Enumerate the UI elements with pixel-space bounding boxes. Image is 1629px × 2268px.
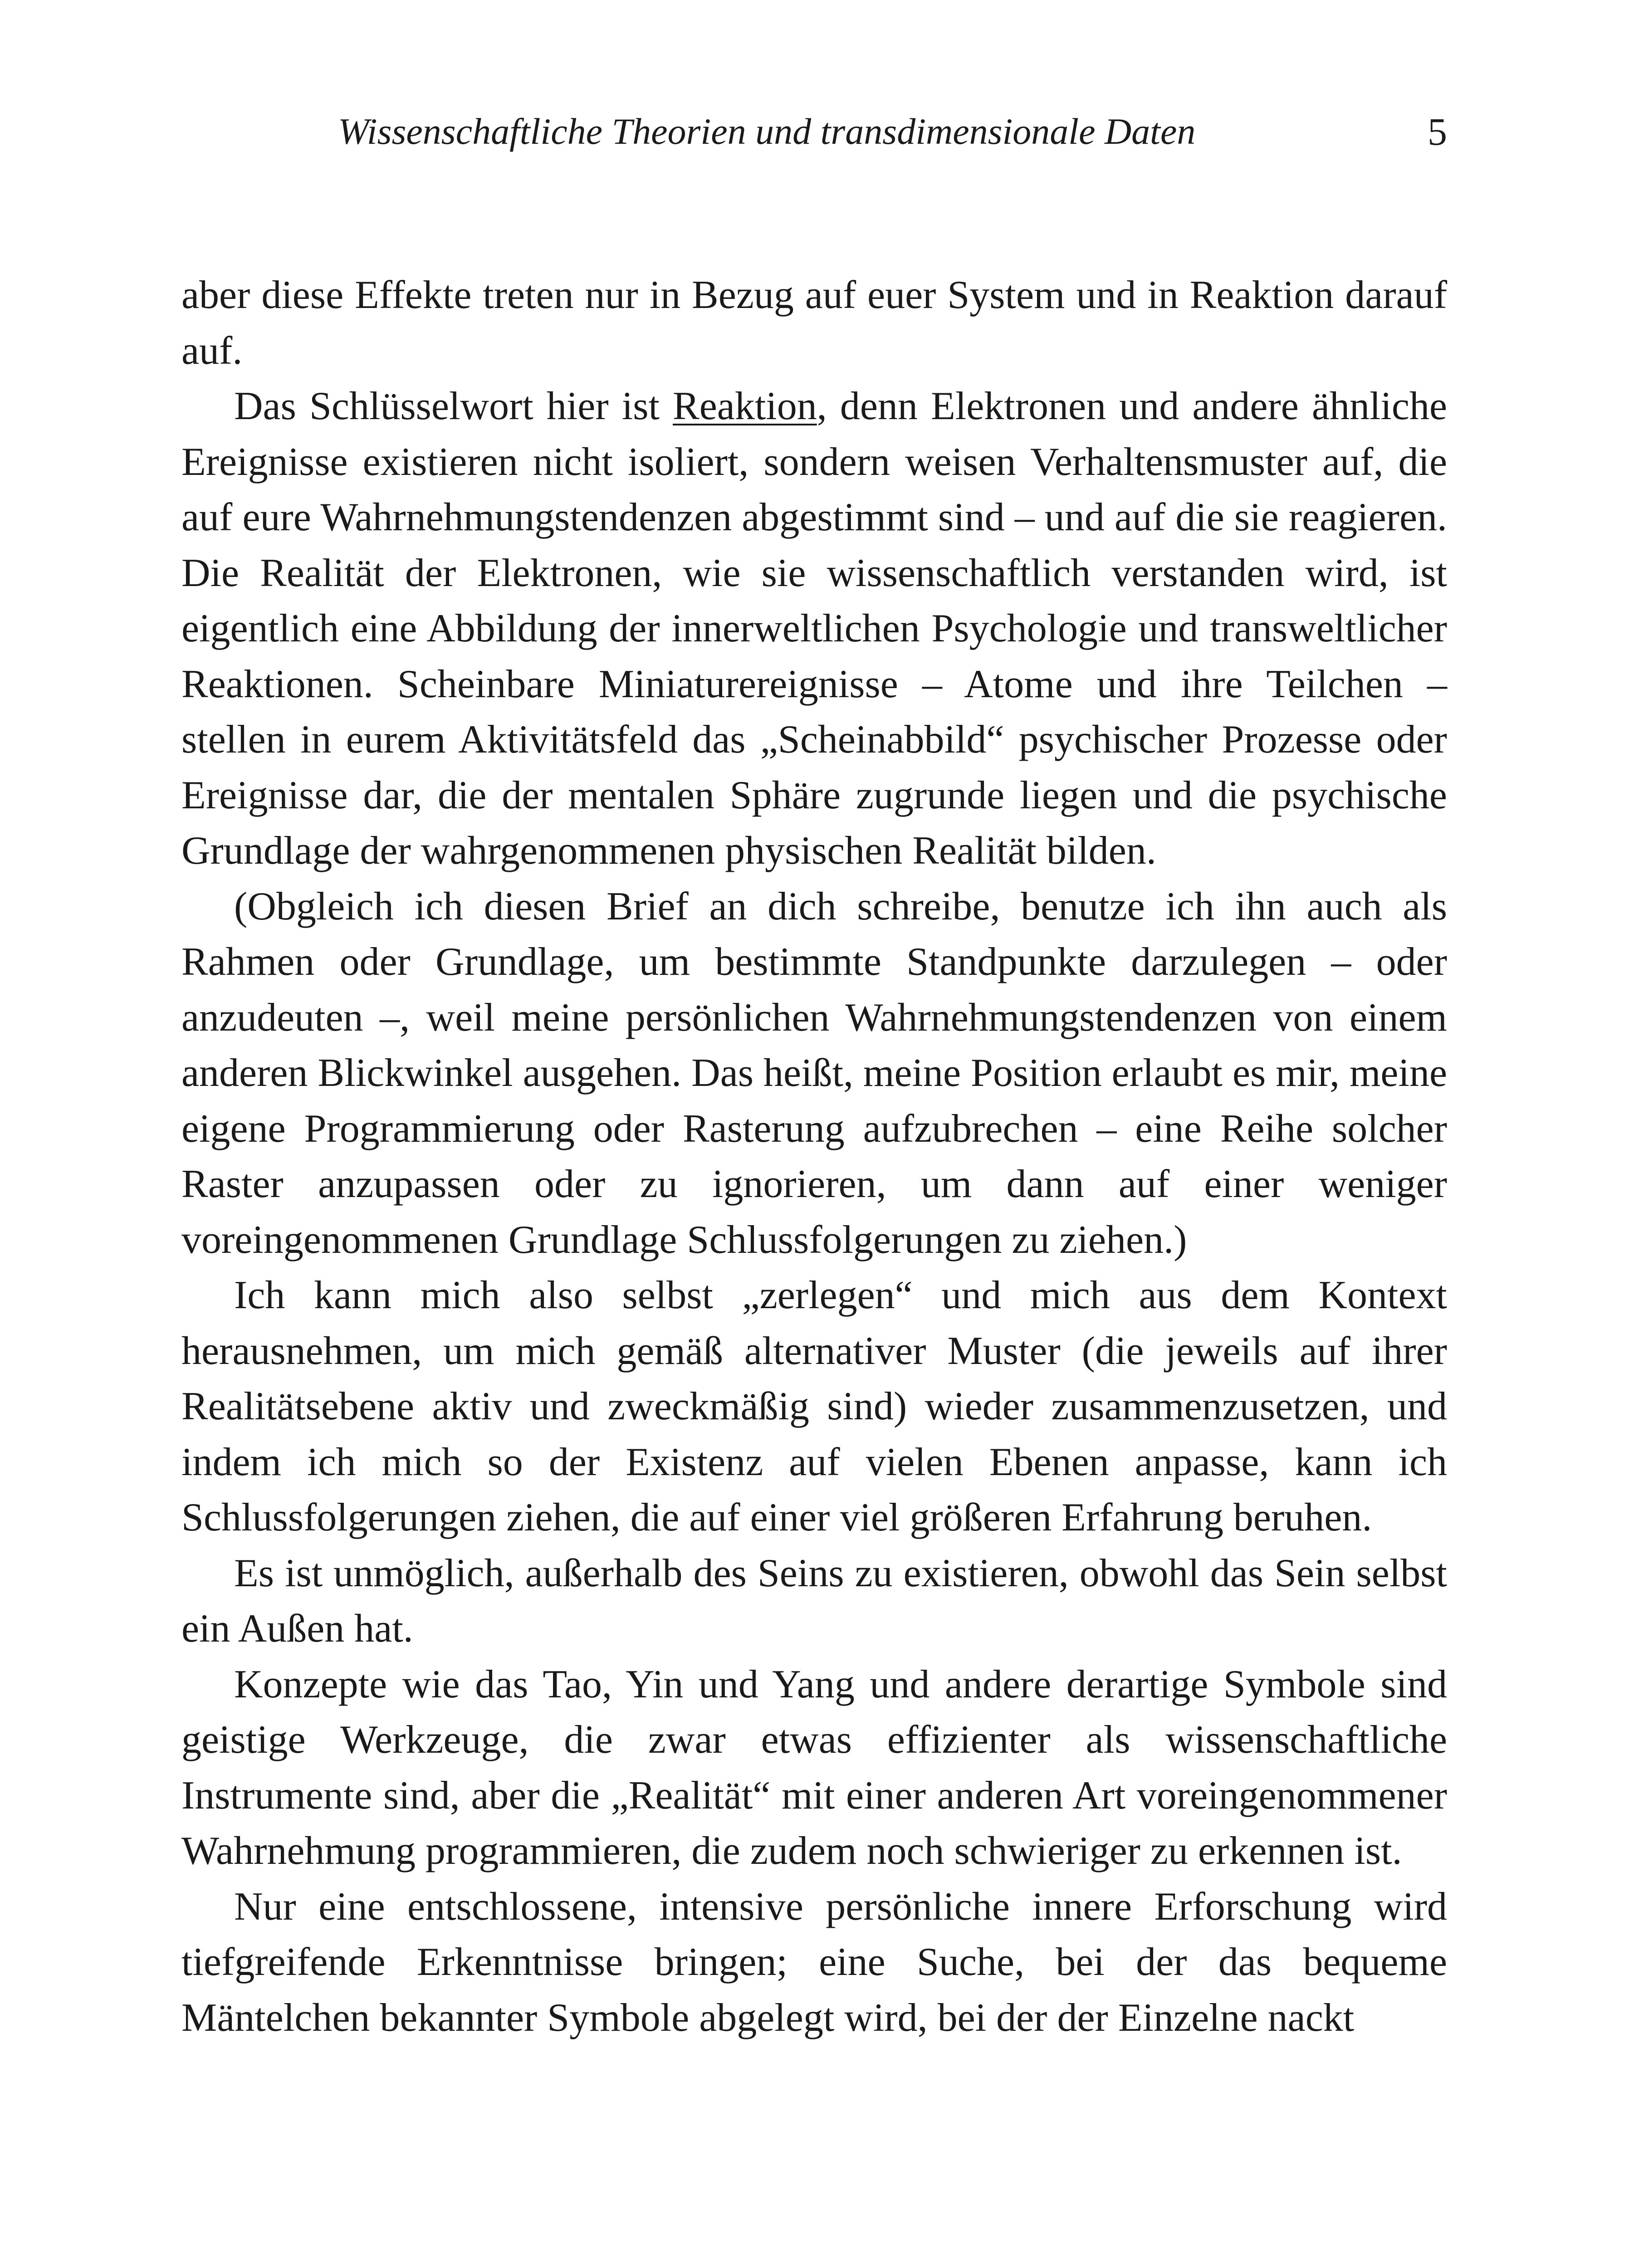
running-header <box>181 102 1447 161</box>
paragraph-7: Nur eine entschlossene, intensive persönliche innere Erforschung wird tiefgreifende Erkenntnisse bringen; eine Suche, bei der das bequeme Mäntelchen bekannter Symbole abgelegt wird, bei der der Einzelne nackt <box>181 1884 1447 2040</box>
emphasized-word: Reaktion <box>673 384 817 428</box>
paragraph-2-lead: Das Schlüsselwort hier ist <box>234 384 673 428</box>
paragraph-4: Ich kann mich also selbst „zerlegen“ und mich aus dem Kontext herausnehmen, um mich gemäß alternativer Muster (die jeweils auf ihrer Realitätsebene aktiv und zweckmäßig sind) wieder zusammenzusetzen, und indem ich mich so der Existenz auf vielen Ebenen anpasse, kann ich Schlussfolgerungen ziehen, die auf einer viel größeren Erfahrung beruhen. <box>181 1273 1447 1540</box>
running-header-title: Wissenschaftliche Theorien und transdimensionale Daten <box>338 111 1196 152</box>
page-number: 5 <box>1428 110 1447 153</box>
paragraph-5: Es ist unmöglich, außerhalb des Seins zu existieren, obwohl das Sein selbst ein Außen hat. <box>181 1551 1447 1651</box>
paragraph-6: Konzepte wie das Tao, Yin und Yang und andere derartige Symbole sind geistige Werkzeuge, die zwar etwas effizienter als wissenschaftliche Instrumente sind, aber die „Realität“ mit einer anderen Art voreingenommener Wahrnehmung programmieren, die zudem noch schwieriger zu erkennen ist. <box>181 1662 1447 1873</box>
body-text <box>181 268 1447 2046</box>
paragraph-1: aber diese Effekte treten nur in Bezug auf euer System und in Reaktion darauf auf. <box>181 273 1447 373</box>
paragraph-2 <box>181 379 1447 879</box>
paragraph-2-rest: , denn Elektronen und andere ähnliche Ereignisse existieren nicht isoliert, sondern weisen Verhaltensmuster auf, die auf eure Wahrnehmungstendenzen abgestimmt sind – und auf die sie reagieren. Die Realität der Elektronen, wie sie wissenschaftlich verstanden wird, ist eigentlich eine Abbildung der innerweltlichen Psychologie und transweltlicher Reaktionen. Scheinbare Miniaturereignisse – Atome und ihre Teilchen – stellen in eurem Aktivitätsfeld das „Scheinabbild“ psychischer Prozesse oder Ereignisse dar, die der mentalen Sphäre zugrunde liegen und die psychische Grundlage der wahrgenommenen physischen Realität bilden. <box>181 384 1448 873</box>
paragraph-3: (Obgleich ich diesen Brief an dich schreibe, benutze ich ihn auch als Rahmen oder Grundlage, um bestimmte Standpunkte darzulegen – oder anzudeuten –, weil meine persönlichen Wahrnehmungstendenzen von einem anderen Blickwinkel ausgehen. Das heißt, meine Position erlaubt es mir, meine eigene Programmierung oder Rasterung aufzubrechen – eine Reihe solcher Raster anzupassen oder zu ignorieren, um dann auf einer weniger voreingenommenen Grundlage Schlussfolgerungen zu ziehen.) <box>181 884 1447 1262</box>
